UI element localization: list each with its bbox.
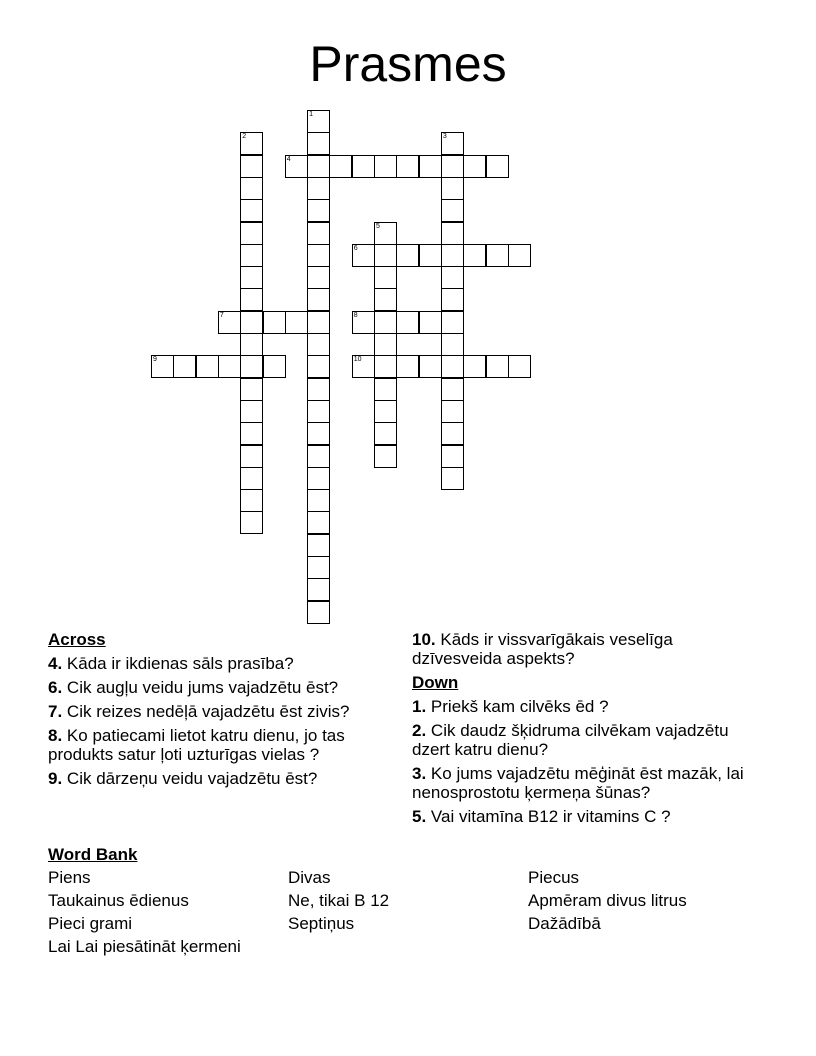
crossword-cell[interactable] bbox=[419, 244, 442, 267]
crossword-cell[interactable] bbox=[240, 311, 263, 334]
crossword-cell[interactable] bbox=[441, 222, 464, 245]
crossword-cell[interactable] bbox=[441, 355, 464, 378]
crossword-cell[interactable] bbox=[307, 601, 330, 624]
clue-across: 10. Kāds ir vissvarīgākais veselīga dzīvesveida aspekts? bbox=[412, 630, 673, 668]
crossword-cell[interactable] bbox=[240, 222, 263, 245]
word-bank-item: Pieci grami bbox=[48, 914, 133, 933]
crossword-cell[interactable] bbox=[240, 132, 263, 155]
crossword-cell[interactable] bbox=[463, 355, 486, 378]
crossword-cell[interactable] bbox=[263, 355, 286, 378]
crossword-cell[interactable] bbox=[441, 400, 464, 423]
crossword-cell[interactable] bbox=[374, 400, 397, 423]
crossword-cell[interactable] bbox=[396, 244, 419, 267]
crossword-cell[interactable] bbox=[374, 222, 397, 245]
word-bank-item: Apmēram divus litrus bbox=[528, 891, 687, 910]
crossword-cell[interactable] bbox=[307, 378, 330, 401]
crossword-cell[interactable] bbox=[374, 266, 397, 289]
crossword-cell[interactable] bbox=[419, 311, 442, 334]
cell-number: 3 bbox=[442, 133, 447, 141]
clue-down: 5. Vai vitamīna B12 ir vitamins C ? bbox=[412, 807, 671, 826]
word-bank-item: Dažādībā bbox=[528, 914, 601, 933]
crossword-cell[interactable] bbox=[307, 311, 330, 334]
crossword-cell[interactable] bbox=[486, 355, 509, 378]
crossword-cell[interactable] bbox=[396, 155, 419, 178]
down-clues bbox=[412, 630, 757, 831]
crossword-cell[interactable] bbox=[240, 422, 263, 445]
crossword-cell[interactable] bbox=[441, 132, 464, 155]
crossword-cell[interactable] bbox=[441, 266, 464, 289]
crossword-cell[interactable] bbox=[307, 266, 330, 289]
crossword-cell[interactable] bbox=[307, 155, 330, 178]
crossword-cell[interactable] bbox=[441, 288, 464, 311]
cell-number: 6 bbox=[353, 244, 358, 252]
crossword-cell[interactable] bbox=[419, 155, 442, 178]
crossword-cell[interactable] bbox=[441, 467, 464, 490]
clue-across: 4. Kāda ir ikdienas sāls prasība? bbox=[48, 654, 294, 673]
crossword-cell[interactable] bbox=[307, 355, 330, 378]
crossword-cell[interactable] bbox=[240, 489, 263, 512]
crossword-cell[interactable] bbox=[441, 155, 464, 178]
clue-down: 2. Cik daudz šķidruma cilvēkam vajadzētu dzert katru dienu? bbox=[412, 721, 729, 759]
crossword-cell[interactable] bbox=[508, 244, 531, 267]
crossword-cell[interactable] bbox=[307, 400, 330, 423]
crossword-cell[interactable] bbox=[396, 355, 419, 378]
word-bank-heading: Word Bank bbox=[48, 845, 138, 864]
cell-number: 4 bbox=[286, 155, 291, 163]
crossword-cell[interactable] bbox=[374, 311, 397, 334]
crossword-cell[interactable] bbox=[374, 244, 397, 267]
crossword-cell[interactable] bbox=[307, 422, 330, 445]
crossword-cell[interactable] bbox=[173, 355, 196, 378]
crossword-cell[interactable] bbox=[396, 311, 419, 334]
clue-across: 6. Cik augļu veidu jums vajadzētu ēst? bbox=[48, 678, 339, 697]
clue-across: 8. Ko patiecami lietot katru dienu, jo tas produkts satur ļoti uzturīgas vielas ? bbox=[48, 726, 345, 764]
crossword-cell[interactable] bbox=[374, 355, 397, 378]
crossword-cell[interactable] bbox=[307, 489, 330, 512]
crossword-cell[interactable] bbox=[329, 155, 352, 178]
clue-across: 9. Cik dārzeņu veidu vajadzētu ēst? bbox=[48, 769, 318, 788]
crossword-cell[interactable] bbox=[307, 132, 330, 155]
crossword-cell[interactable] bbox=[307, 511, 330, 534]
word-bank-item: Septiņus bbox=[288, 914, 355, 933]
crossword-cell[interactable] bbox=[307, 556, 330, 579]
crossword-cell[interactable] bbox=[463, 155, 486, 178]
clue-down: 3. Ko jums vajadzētu mēģināt ēst mazāk, lai nenosprostotu ķermeņa šūnas? bbox=[412, 764, 744, 802]
crossword-cell[interactable] bbox=[240, 199, 263, 222]
crossword-cell[interactable] bbox=[441, 333, 464, 356]
crossword-cell[interactable] bbox=[307, 578, 330, 601]
crossword-cell[interactable] bbox=[441, 422, 464, 445]
cell-number: 7 bbox=[219, 311, 224, 319]
down-heading: Down bbox=[412, 673, 459, 692]
crossword-cell[interactable] bbox=[240, 266, 263, 289]
crossword-cell[interactable] bbox=[352, 311, 375, 334]
crossword-cell[interactable] bbox=[240, 355, 263, 378]
crossword-cell[interactable] bbox=[218, 311, 241, 334]
crossword-cell[interactable] bbox=[218, 355, 241, 378]
crossword-cell[interactable] bbox=[240, 511, 263, 534]
crossword-cell[interactable] bbox=[374, 422, 397, 445]
crossword-cell[interactable] bbox=[240, 244, 263, 267]
crossword-cell[interactable] bbox=[374, 333, 397, 356]
crossword-cell[interactable] bbox=[240, 400, 263, 423]
word-bank-item: Piecus bbox=[528, 868, 580, 887]
crossword-cell[interactable] bbox=[307, 467, 330, 490]
crossword-cell[interactable] bbox=[240, 467, 263, 490]
crossword-cell[interactable] bbox=[307, 110, 330, 133]
cell-number: 10 bbox=[353, 356, 362, 364]
crossword-cell[interactable] bbox=[240, 445, 263, 468]
cell-number: 2 bbox=[242, 133, 247, 141]
crossword-cell[interactable] bbox=[307, 177, 330, 200]
crossword-cell[interactable] bbox=[441, 311, 464, 334]
word-bank-item: Piens bbox=[48, 868, 91, 887]
crossword-cell[interactable] bbox=[441, 199, 464, 222]
word-bank bbox=[48, 845, 768, 957]
crossword-cell[interactable] bbox=[374, 378, 397, 401]
crossword-cell[interactable] bbox=[240, 378, 263, 401]
crossword-cell[interactable] bbox=[240, 288, 263, 311]
crossword-cell[interactable] bbox=[486, 244, 509, 267]
crossword-cell[interactable] bbox=[374, 155, 397, 178]
crossword-cell[interactable] bbox=[352, 355, 375, 378]
crossword-cell[interactable] bbox=[263, 311, 286, 334]
crossword-cell[interactable] bbox=[374, 288, 397, 311]
crossword-cell[interactable] bbox=[240, 333, 263, 356]
crossword-cell[interactable] bbox=[486, 155, 509, 178]
crossword-cell[interactable] bbox=[307, 244, 330, 267]
crossword-cell[interactable] bbox=[151, 355, 174, 378]
crossword-cell[interactable] bbox=[240, 177, 263, 200]
word-bank-item: Taukainus ēdienus bbox=[48, 891, 189, 910]
crossword-cell[interactable] bbox=[441, 445, 464, 468]
word-bank-item: Divas bbox=[288, 868, 331, 887]
crossword-cell[interactable] bbox=[419, 355, 442, 378]
across-clues bbox=[48, 630, 393, 793]
cell-number: 5 bbox=[376, 222, 380, 230]
crossword-cell[interactable] bbox=[508, 355, 531, 378]
across-heading: Across bbox=[48, 630, 106, 649]
crossword-cell[interactable] bbox=[285, 155, 308, 178]
word-bank-item: Lai Lai piesātināt ķermeni bbox=[48, 937, 241, 956]
crossword-cell[interactable] bbox=[240, 155, 263, 178]
clue-down: 1. Priekš kam cilvēks ēd ? bbox=[412, 697, 609, 716]
cell-number: 9 bbox=[153, 356, 157, 364]
crossword-cell[interactable] bbox=[307, 333, 330, 356]
crossword-cell[interactable] bbox=[352, 244, 375, 267]
crossword-cell[interactable] bbox=[307, 199, 330, 222]
cell-number: 8 bbox=[353, 311, 358, 319]
word-bank-item: Ne, tikai B 12 bbox=[288, 891, 390, 910]
crossword-cell[interactable] bbox=[307, 534, 330, 557]
page-title: Prasmes bbox=[309, 36, 507, 92]
cell-number: 1 bbox=[309, 111, 313, 118]
crossword-cell[interactable] bbox=[374, 445, 397, 468]
crossword-cell[interactable] bbox=[285, 311, 308, 334]
crossword-cell[interactable] bbox=[441, 177, 464, 200]
crossword-cell[interactable] bbox=[441, 378, 464, 401]
crossword-cell[interactable] bbox=[352, 155, 375, 178]
crossword-cell[interactable] bbox=[463, 244, 486, 267]
clue-across: 7. Cik reizes nedēļā vajadzētu ēst zivis? bbox=[48, 702, 350, 721]
crossword-cell[interactable] bbox=[307, 222, 330, 245]
crossword-cell[interactable] bbox=[307, 445, 330, 468]
crossword-cell[interactable] bbox=[441, 244, 464, 267]
crossword-cell[interactable] bbox=[307, 288, 330, 311]
crossword-cell[interactable] bbox=[196, 355, 219, 378]
